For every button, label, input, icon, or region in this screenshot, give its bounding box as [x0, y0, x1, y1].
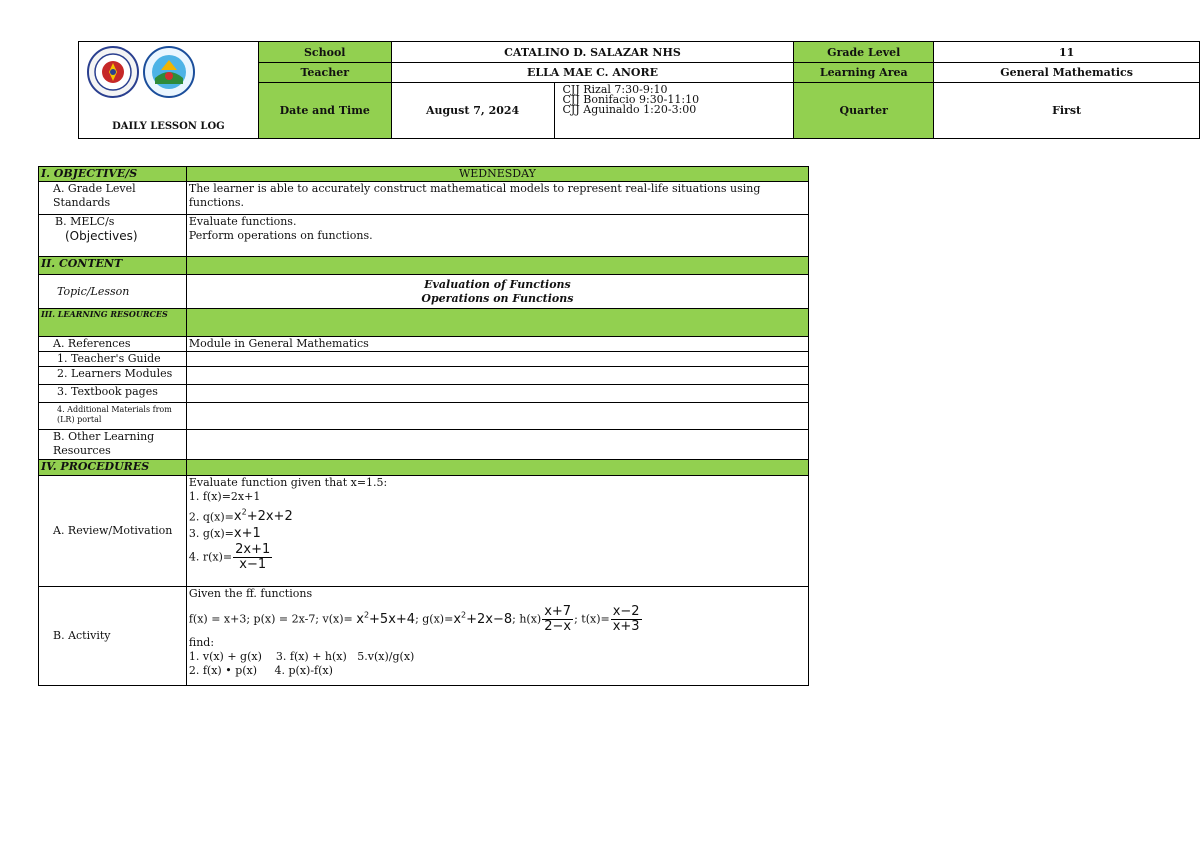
procedures-title-fill — [186, 460, 808, 476]
review-item-label: 4. r(x)= — [188, 550, 233, 564]
fraction — [542, 605, 573, 634]
procedures-title: IV. PROCEDURES — [39, 460, 187, 476]
schedule — [554, 83, 794, 139]
review-item: 1. f(x)=2x+1 — [188, 490, 261, 503]
denominator: x−1 — [239, 557, 267, 573]
review-content — [186, 476, 808, 587]
modules-label: 2. Learners Modules — [39, 367, 187, 385]
find-line: 2. f(x) • p(x) 4. p(x)-f(x) — [188, 664, 333, 677]
melc-label-line1: B. MELC/s — [55, 215, 115, 228]
deped-seal-icon — [87, 46, 139, 98]
melc-label — [39, 215, 187, 257]
schedule-line: CJJ Bonifacio 9:30-11:10 — [562, 93, 700, 107]
area-label: Learning Area — [794, 63, 934, 83]
area-value: General Mathematics — [934, 63, 1200, 83]
other-label: B. Other Learning Resources — [39, 430, 187, 460]
review-item — [189, 506, 806, 524]
numerator: x−2 — [612, 604, 640, 619]
guide-value — [186, 352, 808, 367]
melc-label-line2: (Objectives) — [65, 229, 138, 243]
numerator: x+7 — [544, 604, 572, 619]
header-table — [78, 41, 1200, 139]
math-expression: $x^2+5x+4$ — [356, 610, 416, 627]
function-text: ; t(x)= — [574, 612, 610, 626]
school-value: CATALINO D. SALAZAR NHS — [391, 42, 794, 63]
topic-line: Operations on Functions — [421, 291, 574, 305]
guide-label: 1. Teacher's Guide — [39, 352, 187, 367]
objectives-title: I. OBJECTIVE/S — [39, 167, 187, 182]
review-item-label: 3. g(x)= — [188, 527, 234, 541]
date-value: August 7, 2024 — [391, 83, 554, 139]
melc-line: Perform operations on functions. — [188, 229, 373, 242]
additional-label: 4. Additional Materials from (LR) portal — [39, 403, 187, 430]
document-title: DAILY LESSON LOG — [112, 121, 225, 132]
gls-text: The learner is able to accurately construct mathematical models to represent real-life situations using functions. — [186, 182, 808, 215]
fraction — [233, 543, 272, 572]
fraction — [611, 605, 642, 634]
resources-title: III. LEARNING RESOURCES — [39, 309, 187, 337]
numerator: 2x+1 — [235, 542, 271, 558]
melc-line: Evaluate functions. — [188, 215, 297, 228]
logo-cell — [79, 42, 259, 139]
quarter-value: First — [934, 83, 1200, 139]
teacher-label: Teacher — [258, 63, 391, 83]
function-text: f(x) = x+3; p(x) = 2x-7; v(x)= — [188, 612, 353, 626]
schedule-line: CJJ Rizal 7:30-9:10 — [562, 83, 668, 97]
activity-label: B. Activity — [39, 587, 187, 686]
textbook-label: 3. Textbook pages — [39, 385, 187, 403]
review-intro: Evaluate function given that x=1.5: — [188, 476, 388, 489]
find-label: find: — [188, 636, 215, 649]
content-title: II. CONTENT — [39, 257, 187, 275]
math-expression: $x^2+2x+2$ — [233, 508, 293, 525]
review-item-label: 2. q(x)= — [188, 510, 234, 524]
refs-label: A. References — [39, 337, 187, 352]
refs-value: Module in General Mathematics — [186, 337, 808, 352]
review-item — [189, 527, 806, 541]
math-expression: $x^2+2x-8$ — [453, 610, 513, 627]
topic-line: Evaluation of Functions — [424, 277, 571, 291]
resources-title-fill — [186, 309, 808, 337]
modules-value — [186, 367, 808, 385]
day-heading: WEDNESDAY — [186, 167, 808, 182]
textbook-value — [186, 385, 808, 403]
review-label: A. Review/Motivation — [39, 476, 187, 587]
activity-content — [186, 587, 808, 686]
function-list — [189, 605, 806, 634]
denominator: x+3 — [612, 619, 640, 634]
activity-intro: Given the ff. functions — [188, 587, 313, 600]
topic-text — [186, 275, 808, 309]
school-seal-icon — [143, 46, 195, 98]
content-title-fill — [186, 257, 808, 275]
melc-text — [186, 215, 808, 257]
math-expression: x+1 — [233, 526, 261, 542]
grade-label: Grade Level — [794, 42, 934, 63]
gls-label: A. Grade Level Standards — [39, 182, 187, 215]
schedule-line: CJJ Aguinaldo 1:20-3:00 — [562, 103, 697, 117]
teacher-value: ELLA MAE C. ANORE — [391, 63, 794, 83]
school-label: School — [258, 42, 391, 63]
review-item — [189, 543, 806, 572]
function-text: ; g(x)= — [415, 612, 454, 626]
date-label: Date and Time — [258, 83, 391, 139]
quarter-label: Quarter — [794, 83, 934, 139]
additional-value — [186, 403, 808, 430]
grade-value: 11 — [934, 42, 1200, 63]
topic-label: Topic/Lesson — [39, 275, 187, 309]
function-text: ; h(x) — [512, 612, 542, 626]
lesson-table — [38, 166, 809, 686]
find-line: 1. v(x) + g(x) 3. f(x) + h(x) 5.v(x)/g(x) — [188, 650, 415, 663]
denominator: 2−x — [544, 619, 572, 634]
other-value — [186, 430, 808, 460]
